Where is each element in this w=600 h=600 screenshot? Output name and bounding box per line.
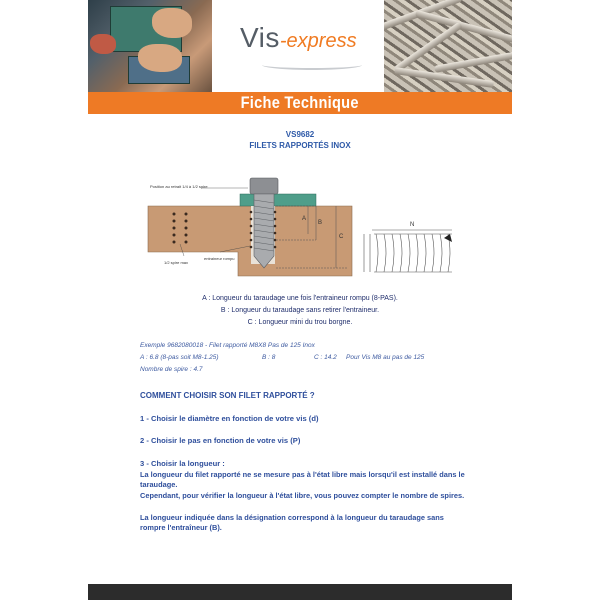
guide-step-2: 2 - Choisir le pas en fonction de votre vis (P) (140, 436, 301, 445)
dim-letter-b: B (318, 220, 323, 226)
legend-b: B : Longueur du taraudage sans retirer l'entraineur. (220, 307, 380, 314)
dim-letter-a: A (302, 216, 307, 222)
dim-letter-c: C (339, 234, 344, 240)
legend-c: C : Longueur mini du trou borgne. (247, 319, 353, 326)
guide-heading: COMMENT CHOISIR SON FILET RAPPORTÉ ? (140, 391, 315, 400)
dim-letter-n: N (410, 222, 415, 228)
datasheet-page (88, 0, 512, 600)
cross-section-drawing (140, 176, 460, 286)
example-a: A : 6.8 (8-pas soit M8-1.25) (140, 354, 219, 361)
product-title: FILETS RAPPORTÉS INOX (249, 141, 351, 150)
label-demi-spire: 1/2 spire max (164, 260, 189, 265)
electronics-photo (88, 0, 212, 92)
title-banner (88, 92, 512, 114)
logo-main-text: Vis (240, 22, 280, 53)
vis-express-logo (240, 22, 357, 54)
product-reference: VS9682 (285, 130, 315, 139)
legend-a: A : Longueur du taraudage une fois l'entraineur rompu (8-PAS). (202, 295, 398, 302)
screws-photo (384, 0, 512, 92)
label-entraineur: entraineur rompu (204, 256, 235, 261)
header (88, 0, 512, 112)
footer-bar (88, 584, 512, 600)
example-title: Exemple 9682080018 - Filet rapporté M8X8 Pas de 125 Inox (140, 342, 315, 349)
label-retrait: Position au retrait 1/4 à 1/2 spire (150, 184, 208, 189)
guide-step-3: 3 - Choisir la longueur : (140, 459, 225, 468)
banner-title: Fiche Technique (240, 93, 360, 112)
guide-paragraph-2: Cependant, pour vérifier la longueur à l'état libre, vous pouvez compter le nombre de spires. (140, 491, 465, 500)
example-c: C : 14.2 (314, 354, 337, 361)
logo-swoosh (262, 60, 362, 70)
logo-area (212, 0, 384, 92)
example-spires: Nombre de spire : 4.7 (140, 366, 203, 373)
guide-paragraph-1: La longueur du filet rapporté ne se mesure pas à l'état libre mais lorsqu'il est installé dans le taraudage. (140, 470, 465, 490)
guide-paragraph-3: La longueur indiquée dans la désignation correspond à la longueur du taraudage sans rompre l'entraîneur (B). (140, 513, 444, 533)
example-b: B : 8 (262, 354, 276, 361)
example-note: Pour Vis M8 au pas de 125 (346, 354, 425, 361)
guide-step-1: 1 - Choisir le diamètre en fonction de votre vis (d) (140, 414, 319, 423)
logo-accent-text: -express (279, 30, 357, 52)
thread-insert-diagram (140, 176, 460, 286)
